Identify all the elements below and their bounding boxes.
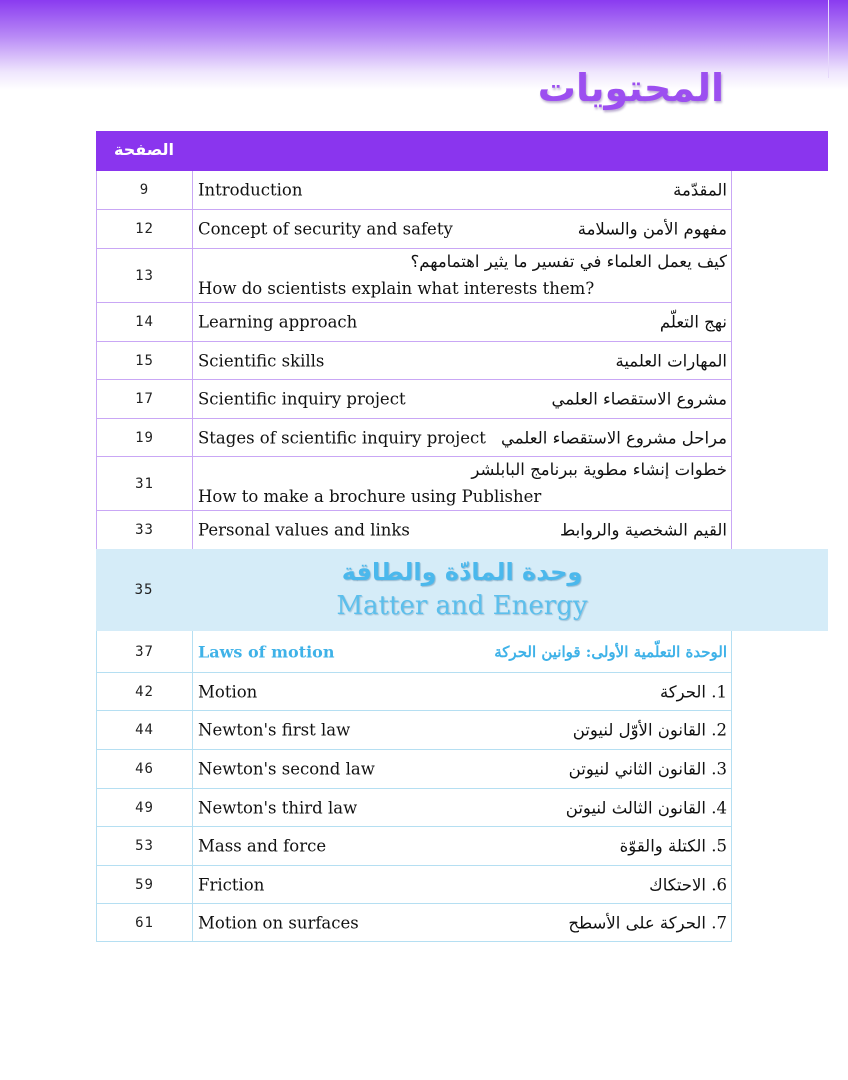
entry-title-en: Stages of scientific inquiry project <box>198 428 486 447</box>
page-number: 17 <box>97 380 193 418</box>
unit-title-ar: وحدة المادّة والطاقة <box>341 558 583 586</box>
entry-title-ar: خطوات إنشاء مطوية ببرنامج البابلشر <box>471 460 727 479</box>
entry-title-ar: القيم الشخصية والروابط <box>559 520 727 540</box>
entry-title-en: Personal values and links <box>198 520 410 540</box>
page-number: 9 <box>97 171 193 209</box>
toc-row-newton-second-law[interactable] <box>96 750 732 789</box>
divider-line <box>828 0 829 78</box>
toc-row-learning-approach[interactable] <box>96 303 732 342</box>
entry-title-ar: 4. القانون الثالث لنيوتن <box>565 798 727 817</box>
toc-row-values-links[interactable] <box>96 511 732 549</box>
entry-title-en: Mass and force <box>198 836 327 856</box>
toc-row-lesson-laws-of-motion[interactable] <box>96 631 732 673</box>
unit-title-en: Matter and Energy <box>336 591 588 621</box>
entry-title-en: Motion on surfaces <box>198 913 359 932</box>
entry-title-ar: مفهوم الأمن والسلامة <box>577 219 727 239</box>
page-column-label: الصفحة <box>113 140 174 159</box>
entry-title-ar: 1. الحركة <box>659 682 727 701</box>
entry-title-ar: مراحل مشروع الاستقصاء العلمي <box>501 428 727 447</box>
page-number: 35 <box>134 582 154 598</box>
page-number: 61 <box>97 904 193 941</box>
entry-title-en: Learning approach <box>198 312 358 332</box>
entry-title-ar: كيف يعمل العلماء في تفسير ما يثير اهتمامهم؟ <box>410 252 727 271</box>
page-number: 46 <box>97 750 193 788</box>
entry-title-en: How to make a brochure using Publisher <box>198 487 542 506</box>
toc-row-scientists-explain[interactable] <box>96 249 732 303</box>
toc-row-newton-first-law[interactable] <box>96 711 732 750</box>
page-number: 44 <box>97 711 193 749</box>
page-number: 13 <box>97 249 193 302</box>
table-header-bar <box>96 131 828 171</box>
entry-title-en: Newton's first law <box>198 720 351 740</box>
lesson-title-en: Laws of motion <box>198 642 335 661</box>
toc-row-inquiry-project[interactable] <box>96 380 732 419</box>
entry-title-ar: مشروع الاستقصاء العلمي <box>551 389 727 409</box>
toc-row-brochure[interactable] <box>96 457 732 511</box>
entry-title-ar: المهارات العلمية <box>615 351 727 370</box>
entry-title-ar: 7. الحركة على الأسطح <box>568 913 727 932</box>
entry-title-en: Friction <box>198 875 265 894</box>
page-number: 31 <box>97 457 193 510</box>
entry-title-ar: المقدّمة <box>673 180 727 200</box>
page-number: 19 <box>97 419 193 456</box>
page-number: 49 <box>97 789 193 826</box>
entry-title-en: Newton's second law <box>198 759 375 779</box>
entry-title-en: Introduction <box>198 180 303 200</box>
toc-row-friction[interactable] <box>96 866 732 904</box>
entry-title-en: Motion <box>198 682 258 701</box>
toc-row-introduction[interactable] <box>96 171 732 210</box>
page-number: 14 <box>97 303 193 341</box>
page-number: 42 <box>97 673 193 710</box>
page-number: 53 <box>97 827 193 865</box>
toc-row-inquiry-stages[interactable] <box>96 419 732 457</box>
toc-row-motion-surfaces[interactable] <box>96 904 732 942</box>
toc-row-motion[interactable] <box>96 673 732 711</box>
table-of-contents <box>96 171 732 942</box>
entry-title-ar: نهج التعلّم <box>659 312 727 332</box>
entry-title-en: Newton's third law <box>198 798 358 817</box>
entry-title-ar: 2. القانون الأوّل لنيوتن <box>572 720 727 740</box>
entry-title-ar: 5. الكتلة والقوّة <box>619 836 727 856</box>
page-number: 12 <box>97 210 193 248</box>
page-number: 33 <box>97 511 193 549</box>
entry-title-en: Scientific skills <box>198 351 325 370</box>
entry-title-en: Scientific inquiry project <box>198 389 406 409</box>
entry-title-ar: 3. القانون الثاني لنيوتن <box>568 759 727 779</box>
toc-row-mass-force[interactable] <box>96 827 732 866</box>
entry-title-en: How do scientists explain what interests them? <box>198 279 595 298</box>
page-title: المحتويات <box>537 66 724 110</box>
toc-row-security-safety[interactable] <box>96 210 732 249</box>
entry-title-en: Concept of security and safety <box>198 219 453 239</box>
page-number: 37 <box>97 631 193 672</box>
toc-row-scientific-skills[interactable] <box>96 342 732 380</box>
entry-title-ar: 6. الاحتكاك <box>649 875 727 894</box>
page-number: 15 <box>97 342 193 379</box>
unit-banner[interactable] <box>96 549 828 631</box>
toc-row-newton-third-law[interactable] <box>96 789 732 827</box>
lesson-title-ar: الوحدة التعلّمية الأولى: قوانين الحركة <box>494 642 727 661</box>
page-number: 59 <box>97 866 193 903</box>
